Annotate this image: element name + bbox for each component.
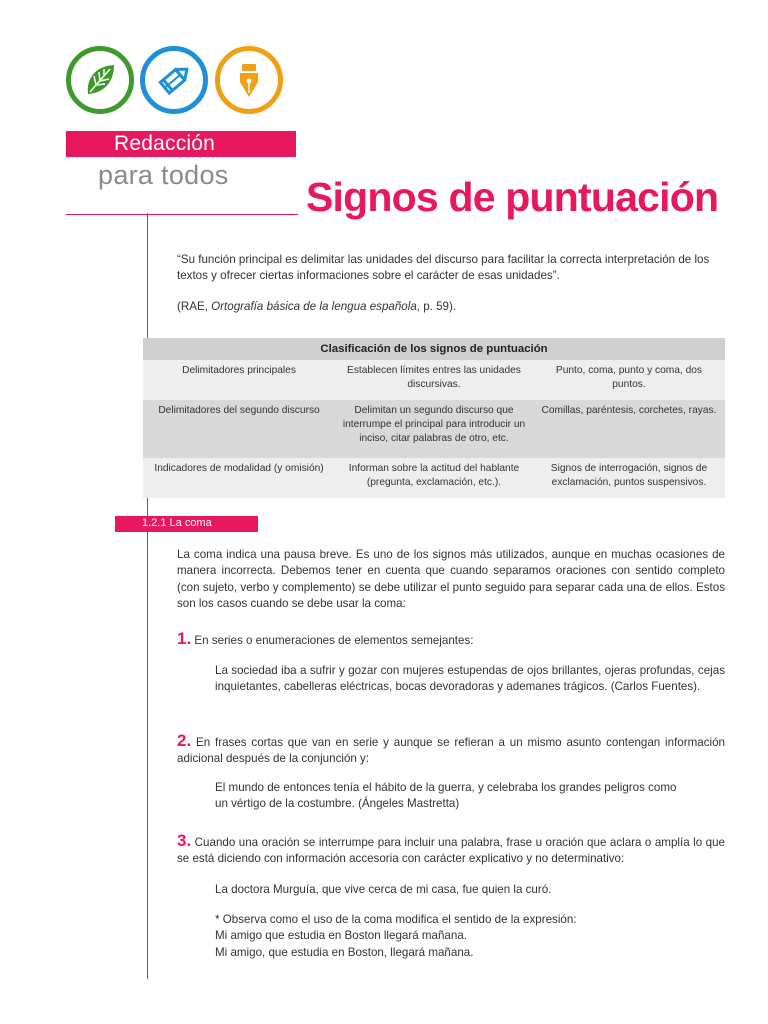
section-intro: La coma indica una pausa breve. Es uno de los signos más utilizados, aunque en muchas ocasiones de manera incorrecta. Debemos tener en cuenta que cuando separamos oraciones con sentido completo (con sujeto, verbo y complemento) se debe utilizar el punto seguido para separar cada una de ellos. Estos son los casos cuando se debe usar la coma: <box>177 548 725 611</box>
citation-prefix: (RAE, <box>177 300 212 313</box>
table-cell: Punto, coma, punto y coma, dos puntos. <box>533 360 725 400</box>
table-cell: Indicadores de modalidad (y omisión) <box>143 458 335 498</box>
pen-nib-logo <box>215 46 283 114</box>
brand-title-bar <box>66 131 296 157</box>
note-line: Mi amigo que estudia en Boston llegará mañana. <box>215 929 467 943</box>
brand-subtitle: para todos <box>98 160 229 190</box>
item-number: 2. <box>177 731 192 750</box>
brand-divider <box>66 214 298 215</box>
table-cell: Delimitadores del segundo discurso <box>143 400 335 458</box>
example-text <box>215 780 725 813</box>
item-text: En series o enumeraciones de elementos semejantes: <box>194 634 474 647</box>
table-cell: Delimitan un segundo discurso que interrumpe el principal para introducir un inciso, citar palabras de otro, etc. <box>335 400 533 458</box>
section-label: 1.2.1 La coma <box>142 517 212 529</box>
item-number: 1. <box>177 629 192 648</box>
pencil-icon <box>154 60 194 100</box>
definition-quote: “Su función principal es delimitar las unidades del discurso para facilitar la correcta interpretación de los textos y ofrecer ciertas informaciones sobre el carácter de esas unidades”. <box>177 253 710 282</box>
note-text <box>215 912 725 961</box>
list-item <box>177 733 725 768</box>
page-title: Signos de puntuación <box>306 174 719 220</box>
item-number: 3. <box>177 831 192 850</box>
table-cell: Informan sobre la actitud del hablante (pregunta, exclamación, etc.). <box>335 458 533 498</box>
example-text: La sociedad iba a sufrir y gozar con mujeres estupendas de ojos brillantes, ojeras profundas, cejas inquietantes, cabelleras eléctricas, bocas devoradoras y ademanes trágicos. (Carlos Fuentes). <box>215 664 725 694</box>
list-item <box>177 833 725 868</box>
classification-table <box>143 338 725 498</box>
table-cell: Delimitadores principales <box>143 360 335 400</box>
pencil-logo <box>140 46 208 114</box>
table-cell: Establecen límites entres las unidades discursivas. <box>335 360 533 400</box>
section-heading <box>115 516 258 532</box>
citation <box>177 300 456 313</box>
table-row <box>143 400 725 458</box>
table-cell: Signos de interrogación, signos de exclamación, puntos suspensivos. <box>533 458 725 498</box>
margin-rule <box>147 213 148 979</box>
leaf-logo <box>66 46 134 114</box>
example-line: un vértigo de la costumbre. (Ángeles Mastretta) <box>215 797 460 811</box>
pen-nib-icon <box>229 60 269 100</box>
example-line: El mundo de entonces tenía el hábito de la guerra, y celebraba los grandes peligros como <box>215 781 677 794</box>
table-cell: Comillas, paréntesis, corchetes, rayas. <box>533 400 725 458</box>
note-line: * Observa como el uso de la coma modifica el sentido de la expresión: <box>215 913 577 926</box>
note-line: Mi amigo, que estudia en Boston, llegará mañana. <box>215 945 474 959</box>
table-header: Clasificación de los signos de puntuación <box>143 338 725 360</box>
table-row <box>143 458 725 498</box>
leaf-icon <box>80 60 120 100</box>
table-row <box>143 360 725 400</box>
brand-title: Redacción <box>114 132 216 155</box>
list-item <box>177 631 725 649</box>
example-text: La doctora Murguía, que vive cerca de mi casa, fue quien la curó. <box>215 883 552 896</box>
citation-suffix: , p. 59). <box>416 300 457 313</box>
item-text: En frases cortas que van en serie y aunque se refieran a un mismo asunto contengan información adicional después de la conjunción y: <box>177 736 725 766</box>
citation-title: Ortografía básica de la lengua española <box>211 300 417 313</box>
item-text: Cuando una oración se interrumpe para incluir una palabra, frase u oración que aclara o amplía lo que se está diciendo con información accesoria con carácter explicativo y no determinativo: <box>177 836 725 866</box>
